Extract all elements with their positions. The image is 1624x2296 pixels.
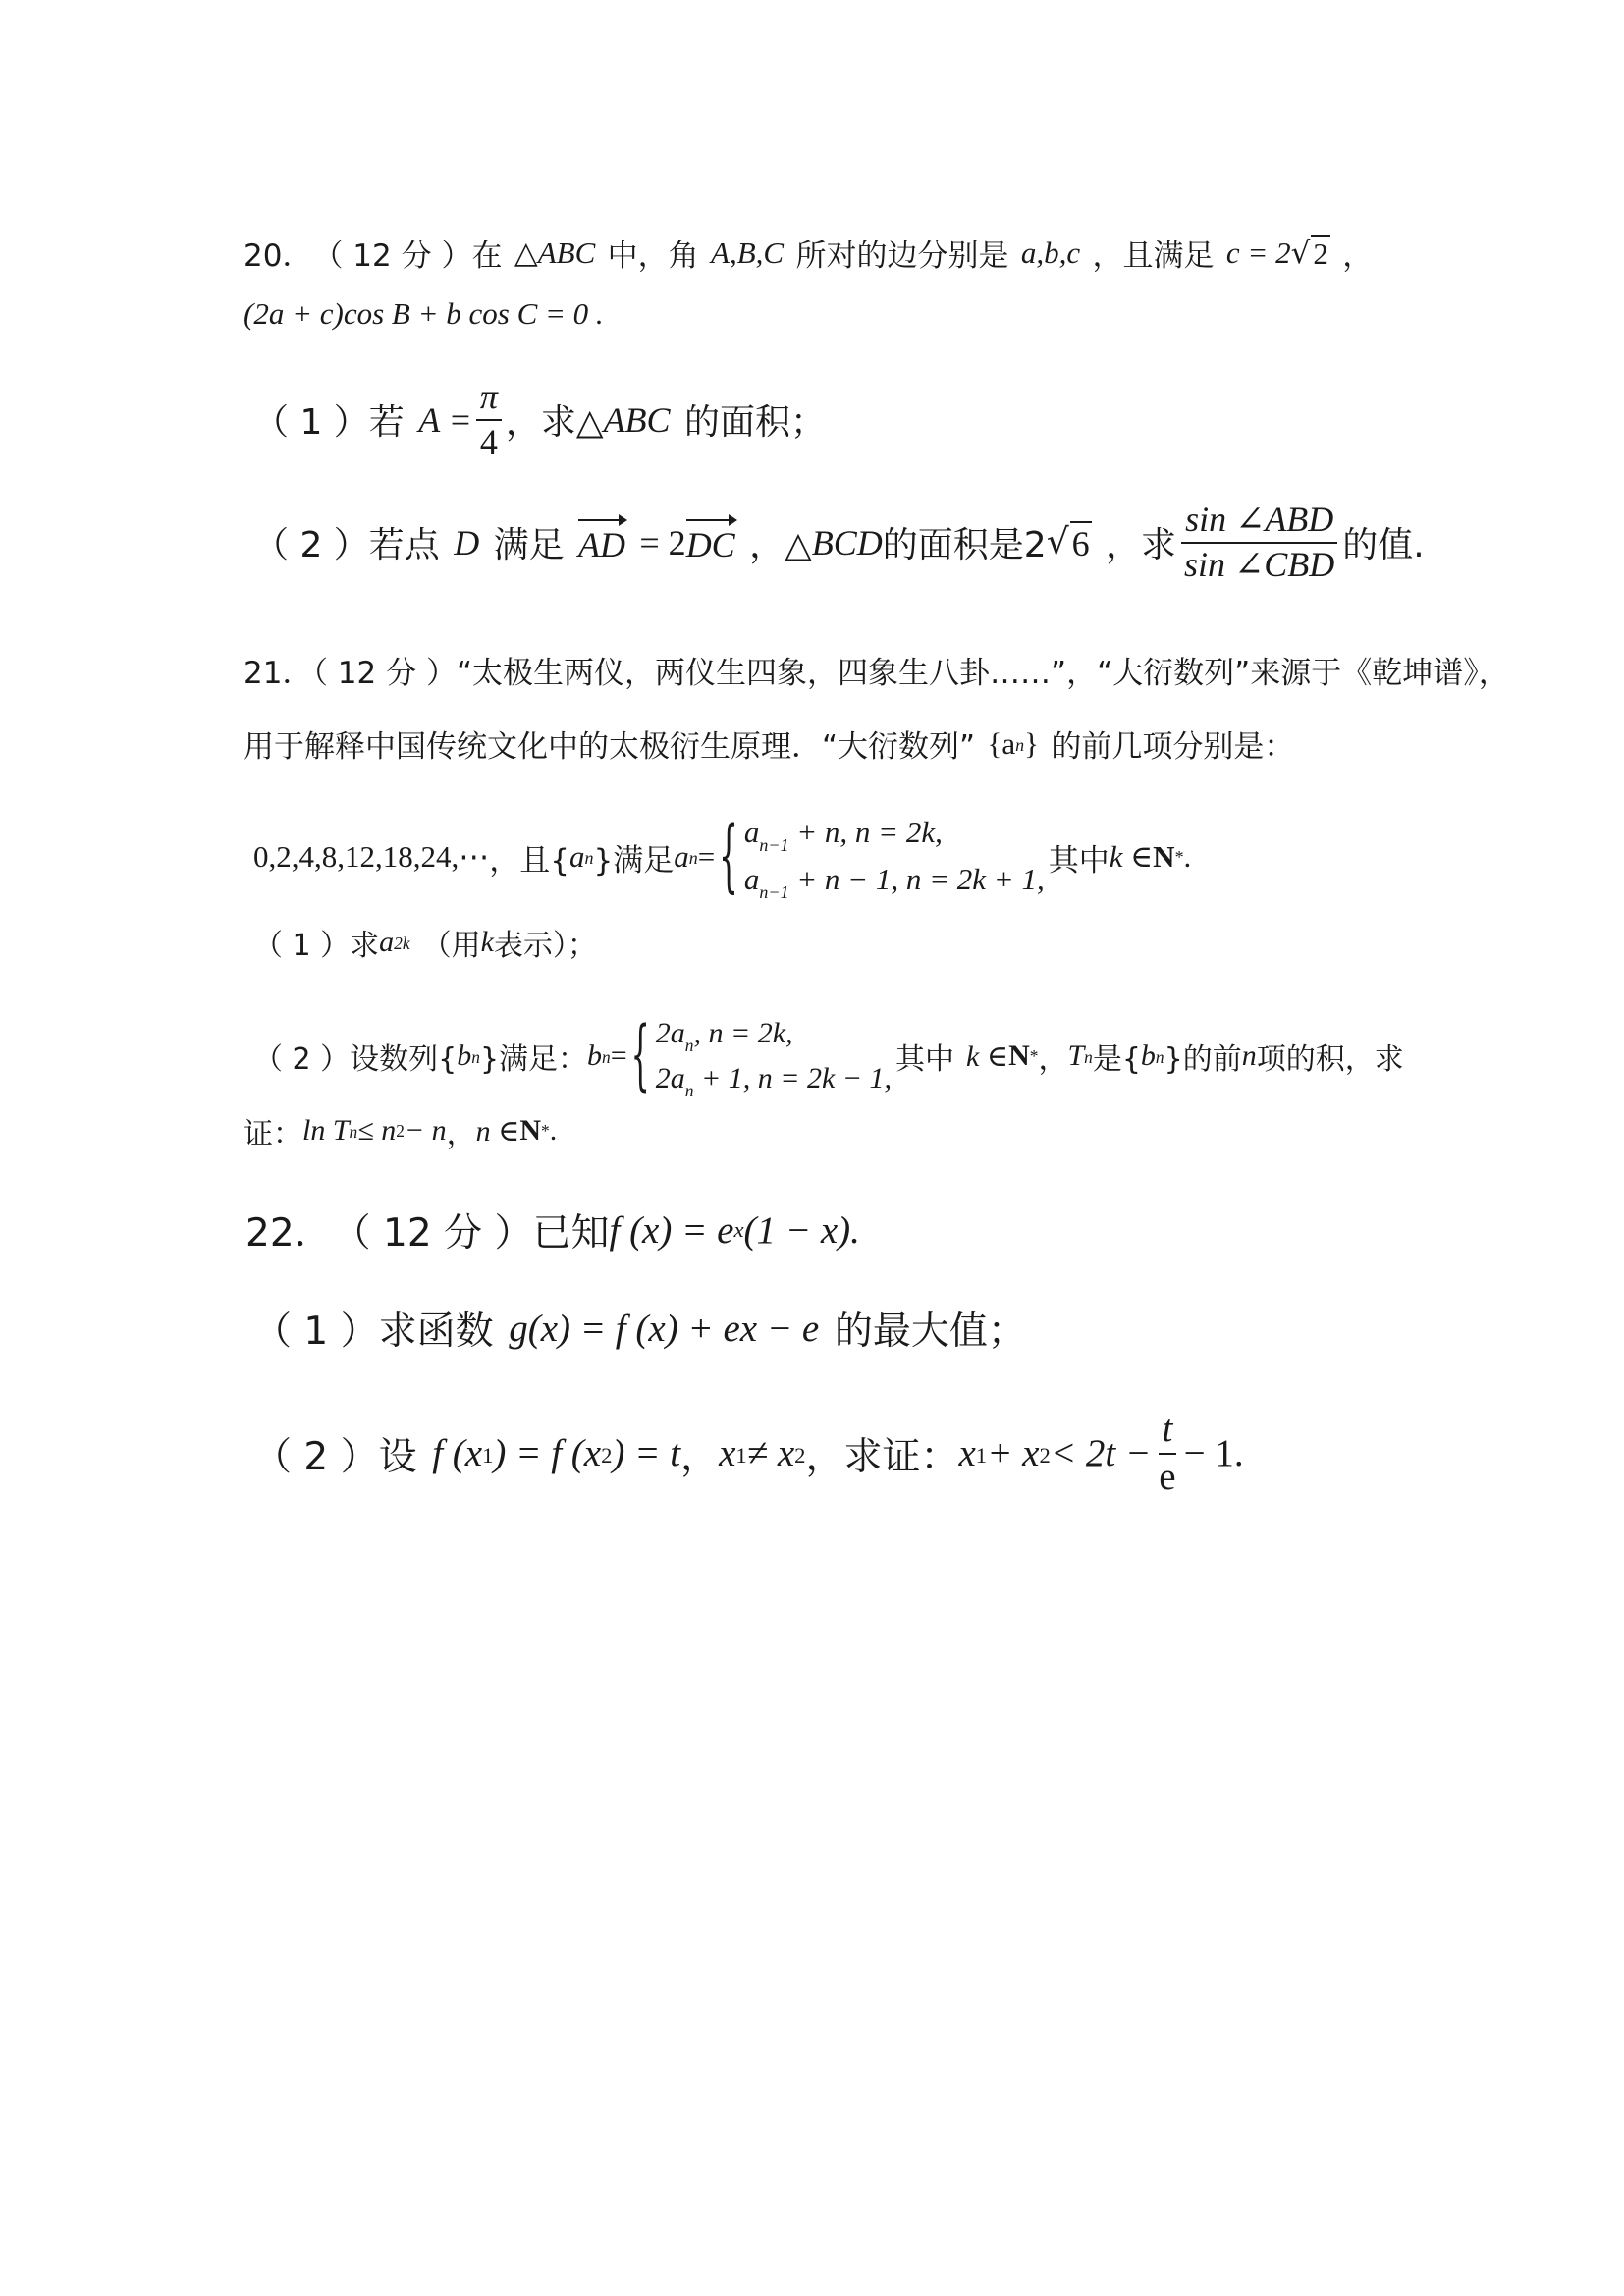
subscript: n	[349, 1122, 358, 1143]
score: （ 12 分 ）	[332, 1211, 533, 1255]
math: {a	[987, 725, 1016, 761]
text: 的最大值；	[834, 1309, 1026, 1354]
math: , n = 2k,	[693, 1017, 793, 1049]
fraction	[1180, 501, 1338, 584]
subscript: 2	[1039, 1443, 1051, 1468]
math: n ∈	[475, 1114, 520, 1148]
subscript: 1	[482, 1443, 494, 1468]
q21-part2-cont	[244, 1109, 557, 1152]
math: + 1, n = 2k − 1,	[693, 1062, 893, 1095]
numerator: t	[1159, 1409, 1177, 1455]
text: 21．（ 12 分 ）“太极生两仪，两仪生四象，四象生八卦……”，“大衍数列”来源于《乾坤谱》，	[244, 656, 1509, 691]
numerator: π	[476, 378, 502, 421]
math: + x	[987, 1432, 1040, 1475]
math: N	[519, 1114, 542, 1147]
math: 2a	[655, 1017, 685, 1049]
text: ，	[1038, 1042, 1068, 1078]
subscript: n	[1015, 734, 1025, 755]
math: = 2	[639, 522, 686, 562]
text: ，	[680, 1434, 720, 1479]
text: 是{	[1092, 1042, 1141, 1078]
subscript: n	[602, 1047, 611, 1068]
denominator: sin ∠CBD	[1184, 544, 1335, 584]
math: 6	[1070, 521, 1092, 564]
math: f (x) = e	[609, 1208, 734, 1252]
superscript: *	[1174, 846, 1184, 867]
math: f (x	[432, 1432, 483, 1475]
math: BCD	[811, 522, 883, 562]
text: }满足：	[479, 1042, 588, 1078]
subscript: n	[684, 1035, 694, 1055]
subscript: n−1	[759, 834, 789, 855]
case-row	[656, 1011, 892, 1056]
text: ，求△	[505, 402, 604, 444]
subscript: 1	[735, 1443, 747, 1468]
math: k ∈	[966, 1040, 1009, 1073]
text: 证：	[244, 1117, 302, 1151]
case-row: $a_{n-1} + n$, n = 2k,	[743, 815, 943, 855]
math: T	[1067, 1040, 1085, 1073]
q22-part1	[253, 1301, 1026, 1356]
text: 满足	[493, 525, 565, 566]
math: a	[379, 926, 395, 958]
subscript: n	[471, 1047, 480, 1068]
text: 其中	[895, 1042, 955, 1078]
text: 的面积是2	[882, 525, 1047, 566]
text: ，求	[1106, 525, 1177, 566]
math: a,b,c	[1020, 235, 1081, 270]
subscript: 2	[601, 1443, 613, 1468]
sqrt-sign: √	[1290, 235, 1311, 271]
q20-line2	[244, 296, 604, 332]
brace: {	[630, 1011, 650, 1101]
text: 表示）；	[493, 929, 597, 963]
math: b	[457, 1040, 472, 1073]
math: N	[1153, 839, 1175, 875]
numerator: sin ∠ABD	[1181, 501, 1337, 544]
text: 所对的边分别是	[795, 239, 1009, 274]
subscript: 1	[975, 1443, 988, 1468]
math: n	[1241, 1040, 1257, 1073]
text: 项的积，求	[1256, 1042, 1404, 1078]
text: }满足	[593, 842, 675, 879]
text: ，	[446, 1117, 476, 1151]
q21-line3: 0,2,4,8,12,18,24,⋯ ，且{ a $_n$ }满足 a $_n$ = { $a_{n-1} + n$, n = 2k, $a_{n-1} + n - 1$, n = 2k + 1, 其中 k ∈ N * .	[253, 811, 1192, 903]
fraction	[1155, 1409, 1179, 1499]
math: (1 − x).	[743, 1208, 860, 1252]
math: .	[549, 1114, 558, 1147]
math: 2a	[655, 1062, 685, 1095]
math: ) = f (x	[493, 1432, 602, 1475]
math: + n, n = 2k,	[788, 815, 943, 849]
subscript: n−1	[759, 882, 789, 903]
text: 的值.	[1342, 525, 1425, 566]
math: A =	[418, 400, 472, 440]
text: ，	[1342, 239, 1374, 274]
math: 2	[1313, 236, 1328, 271]
text: 其中	[1048, 842, 1110, 879]
fraction	[476, 378, 502, 461]
math: − n	[404, 1114, 447, 1147]
math: a	[568, 839, 585, 875]
subscript: n	[1155, 1047, 1164, 1068]
math: k ∈	[1109, 839, 1154, 875]
math: ≠ x	[746, 1432, 795, 1475]
text: （ 1 ）求函数	[253, 1309, 494, 1354]
text: （ 2 ）若点	[253, 525, 440, 566]
math: + n − 1, n = 2k + 1,	[788, 862, 1045, 897]
subscript: 2	[794, 1443, 806, 1468]
denominator: 4	[479, 421, 498, 461]
math: g(x) = f (x) + ex − e	[509, 1307, 820, 1350]
math: c = 2	[1225, 235, 1291, 270]
text: ，△	[749, 525, 812, 566]
q21-line1	[244, 648, 1509, 692]
math: 0,2,4,8,12,18,24,⋯	[253, 839, 490, 875]
superscript: x	[733, 1217, 744, 1242]
piecewise	[719, 810, 1045, 904]
text: ，求证：	[805, 1434, 959, 1479]
math: D	[454, 522, 480, 562]
math: − 1.	[1183, 1432, 1244, 1475]
math: < 2t −	[1050, 1432, 1152, 1475]
math: ) = t	[612, 1432, 681, 1475]
q21-part1	[253, 921, 597, 964]
text: （ 2 ）设数列{	[253, 1042, 458, 1078]
text: 已知	[532, 1211, 610, 1255]
score: （ 12 分 ）	[312, 239, 472, 274]
denominator: e	[1159, 1455, 1176, 1498]
q21-line2	[244, 721, 1294, 766]
q20-line1	[244, 231, 1373, 275]
q22-part2	[253, 1409, 1244, 1499]
math: x	[719, 1432, 736, 1475]
text: （ 1 ）求	[253, 929, 380, 963]
question-number: 20．	[244, 239, 313, 274]
subscript: n	[584, 848, 594, 869]
math: △ABC	[514, 235, 596, 270]
math: ≤ n	[357, 1114, 397, 1147]
math: b	[1140, 1040, 1156, 1073]
superscript: *	[1029, 1045, 1039, 1066]
vector: DC	[686, 519, 735, 565]
text: 中，角	[607, 239, 699, 274]
text: ，且{	[489, 842, 569, 879]
piecewise	[631, 1011, 892, 1101]
math: x	[958, 1432, 976, 1475]
math: ABC	[603, 400, 671, 440]
subscript: n	[688, 848, 698, 869]
case-row: $a_{n-1} + n - 1$, n = 2k + 1,	[743, 862, 1045, 903]
q21-part2	[253, 1011, 1404, 1101]
math: a	[674, 839, 689, 875]
subscript: n	[684, 1080, 694, 1100]
case-row	[656, 1056, 892, 1101]
math: A,B,C	[711, 235, 785, 270]
math: N	[1008, 1040, 1030, 1073]
text: （ 1 ）若	[253, 402, 405, 444]
math: =	[697, 839, 716, 875]
math: }	[1024, 725, 1040, 761]
q20-part2	[253, 501, 1425, 584]
question-number: 22．	[245, 1211, 333, 1255]
math: ln T	[302, 1114, 350, 1147]
math: k	[480, 926, 494, 958]
q22-line1	[245, 1202, 860, 1257]
superscript: 2	[396, 1120, 405, 1141]
text: 的面积；	[683, 402, 826, 444]
q20-part1	[253, 378, 826, 461]
math: (2a + c)cos B + b cos C = 0 .	[244, 296, 604, 331]
text: }的前	[1164, 1042, 1242, 1078]
text: 的前几项分别是：	[1051, 729, 1295, 765]
math: b	[587, 1040, 603, 1073]
sqrt-sign: √	[1046, 522, 1069, 563]
subscript: n	[1084, 1047, 1093, 1068]
text: ，且满足	[1092, 239, 1215, 274]
text: （用	[421, 929, 481, 963]
text: 用于解释中国传统文化中的太极衍生原理．“大衍数列”	[244, 729, 976, 765]
text: 在	[471, 239, 503, 274]
math: =	[610, 1040, 627, 1073]
subscript: 2k	[394, 934, 410, 954]
vector: AD	[578, 519, 625, 565]
brace: {	[719, 811, 738, 903]
superscript: *	[541, 1120, 550, 1141]
text: （ 2 ）设	[253, 1434, 417, 1479]
